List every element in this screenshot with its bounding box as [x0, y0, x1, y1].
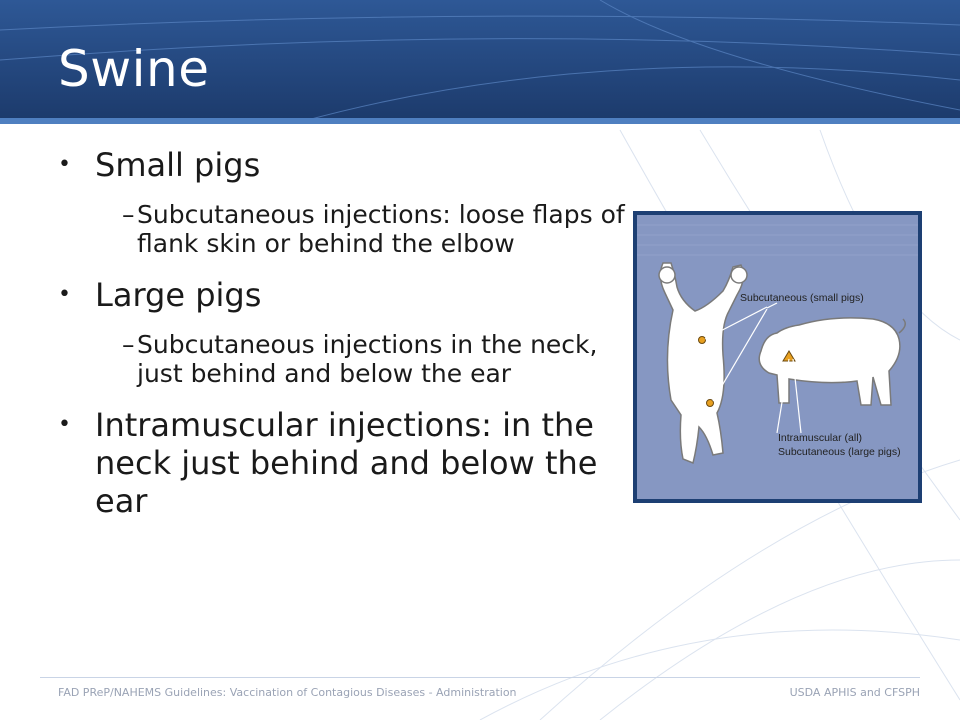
- label-subcutaneous-large: Subcutaneous (large pigs): [778, 446, 901, 458]
- slide-title: Swine: [58, 40, 210, 98]
- footer-right-text: USDA APHIS and CFSPH: [789, 686, 920, 699]
- bullet-marker: •: [58, 282, 71, 307]
- footer-divider: [40, 677, 920, 678]
- dash-marker: –: [122, 200, 135, 229]
- sub-bullet-text: Subcutaneous injections in the neck, just behind and below the ear: [137, 330, 598, 388]
- bullet-item: [55, 276, 625, 314]
- bullet-item: [55, 146, 625, 184]
- bullet-text: Large pigs: [95, 276, 262, 314]
- label-subcutaneous-small: Subcutaneous (small pigs): [740, 292, 864, 304]
- sub-bullet-text: Subcutaneous injections: loose flaps of flank skin or behind the elbow: [137, 200, 625, 258]
- large-pig-illustration: [759, 318, 905, 405]
- small-pig-illustration: [659, 263, 747, 463]
- bullet-marker: •: [58, 412, 71, 437]
- sub-bullet-item: [55, 330, 625, 388]
- bullet-text: Intramuscular injections: in the neck just behind and below the ear: [95, 406, 598, 520]
- footer-left-text: FAD PReP/NAHEMS Guidelines: Vaccination of Contagious Diseases - Administration: [58, 686, 517, 699]
- label-intramuscular-all: Intramuscular (all): [778, 432, 863, 444]
- sub-bullet-item: [55, 200, 625, 258]
- bullet-text: Small pigs: [95, 146, 261, 184]
- bullet-item: [55, 406, 625, 520]
- bullet-marker: •: [58, 152, 71, 177]
- pig-injection-site-diagram: [633, 211, 922, 503]
- dash-marker: –: [122, 330, 135, 359]
- bullet-list: [55, 140, 625, 520]
